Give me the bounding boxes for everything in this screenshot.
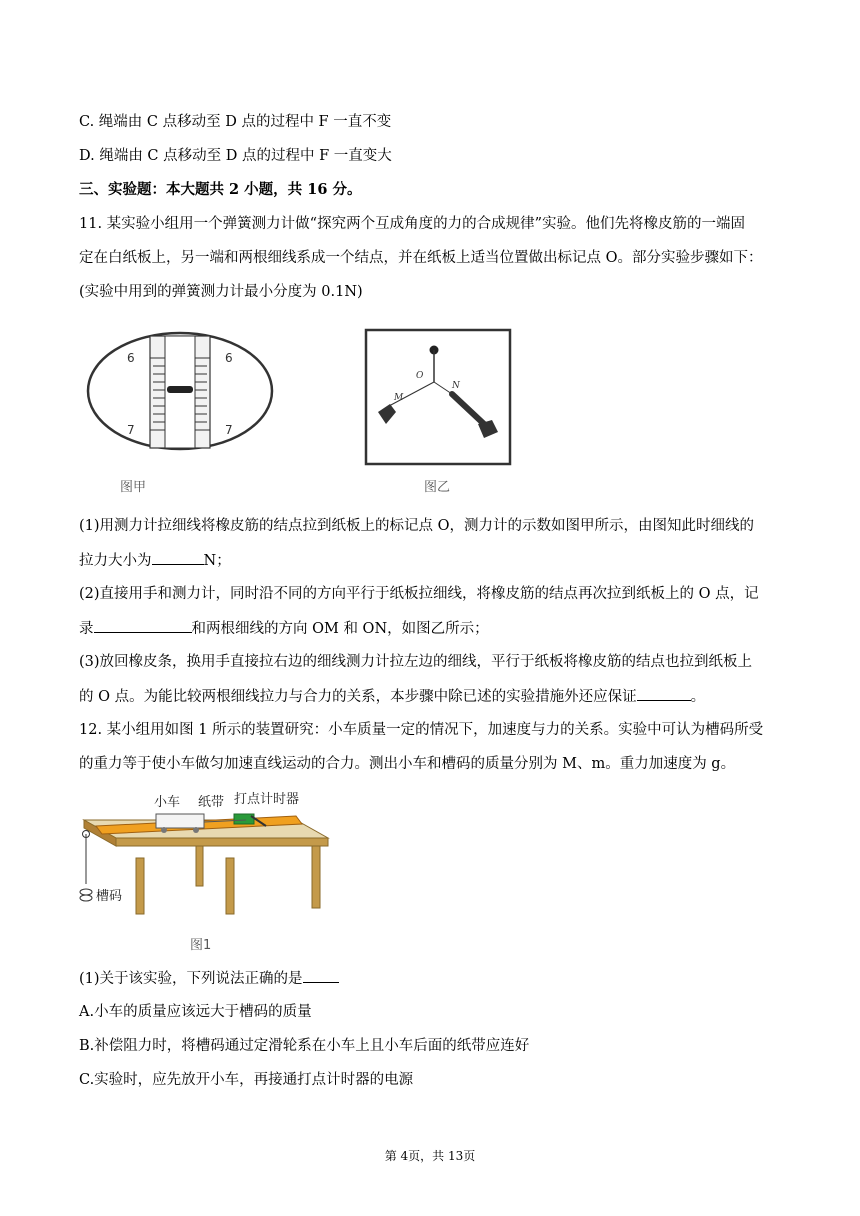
page-footer: 第 4页，共 13页	[384, 1149, 476, 1163]
q11-line2: 定在白纸板上，另一端和两根细线系成一个结点，并在纸板上适当位置做出标记点 O。部分实验步骤如下：	[79, 250, 763, 266]
q11-step3-prefix: 的 O 点。为能比较两根细线拉力与合力的关系，本步骤中除已述的实验措施外还应保证	[79, 689, 637, 705]
q11-step1-line2	[79, 550, 231, 571]
q11-line3: (实验中用到的弹簧测力计最小分度为 0.1N)	[79, 284, 363, 300]
answer-blank-1[interactable]	[152, 550, 204, 565]
q12-option-c: C.实验时，应先放开小车，再接通打点计时器的电源	[79, 1072, 414, 1088]
q12-line2: 的重力等于使小车做匀加速直线运动的合力。测出小车和槽码的质量分别为 M、m。重力加速度为 g。	[79, 756, 736, 772]
figure-1-apparatus	[76, 786, 336, 926]
q12-option-b: B.补偿阻力时，将槽码通过定滑轮系在小车上且小车后面的纸带应连好	[79, 1038, 530, 1054]
q12-part1	[79, 968, 339, 989]
q12-option-a: A.小车的质量应该远大于槽码的质量	[79, 1004, 312, 1020]
figure-yi-board	[364, 328, 514, 468]
option-d: D. 绳端由 C 点移动至 D 点的过程中 F 一直变大	[79, 148, 392, 164]
figure-jia-caption: 图甲	[120, 480, 147, 495]
label-cart: 小车	[154, 795, 181, 810]
label-o: O	[416, 371, 424, 381]
label-weight: 槽码	[96, 889, 123, 904]
scale-label-6-right: 6	[225, 351, 233, 365]
q11-step2-line2	[79, 618, 489, 639]
figure-jia-spring-scale	[85, 326, 275, 496]
answer-blank-3[interactable]	[637, 686, 691, 701]
scale-label-7-right: 7	[225, 423, 233, 437]
q11-step3-line1: (3)放回橡皮条，换用手直接拉右边的细线测力计拉左边的细线，平行于纸板将橡皮筋的结点也拉到纸板上	[79, 654, 753, 670]
q11-step3-suffix: 。	[690, 689, 706, 705]
q12-line1: 12. 某小组用如图 1 所示的装置研究：小车质量一定的情况下，加速度与力的关系。实验中可认为槽码所受	[79, 722, 764, 738]
section-heading: 三、实验题：本大题共 2 小题，共 16 分。	[79, 181, 362, 198]
q11-step2-suffix: 和两根细线的方向 OM 和 ON，如图乙所示；	[191, 621, 489, 637]
label-tape: 纸带	[198, 795, 225, 810]
label-n: N	[452, 381, 460, 391]
q11-step3-line2	[79, 686, 705, 707]
q11-step2-prefix: 录	[79, 621, 94, 637]
q11-step1-suffix: N；	[203, 553, 231, 569]
answer-blank-2[interactable]	[94, 618, 192, 633]
label-timer: 打点计时器	[234, 792, 300, 807]
scale-label-6-left: 6	[127, 351, 135, 365]
q11-step1-prefix: 拉力大小为	[79, 553, 152, 569]
q12-part1-prefix: (1)关于该实验，下列说法正确的是	[79, 971, 303, 987]
q11-line1: 11. 某实验小组用一个弹簧测力计做“探究两个互成角度的力的合成规律”实验。他们先将橡皮筋的一端固	[79, 216, 745, 232]
label-m: M	[394, 393, 404, 403]
q11-step2-line1: (2)直接用手和测力计，同时沿不同的方向平行于纸板拉细线，将橡皮筋的结点再次拉到纸板上的 O 点，记	[79, 586, 759, 602]
q11-step1-line1: (1)用测力计拉细线将橡皮筋的结点拉到纸板上的标记点 O，测力计的示数如图甲所示，由图知此时细线的	[79, 518, 755, 534]
figure-1-caption: 图1	[190, 938, 212, 953]
answer-blank-4[interactable]	[303, 968, 339, 983]
scale-label-7-left: 7	[127, 423, 135, 437]
option-c: C. 绳端由 C 点移动至 D 点的过程中 F 一直不变	[79, 114, 392, 130]
figure-yi-caption: 图乙	[424, 480, 451, 495]
